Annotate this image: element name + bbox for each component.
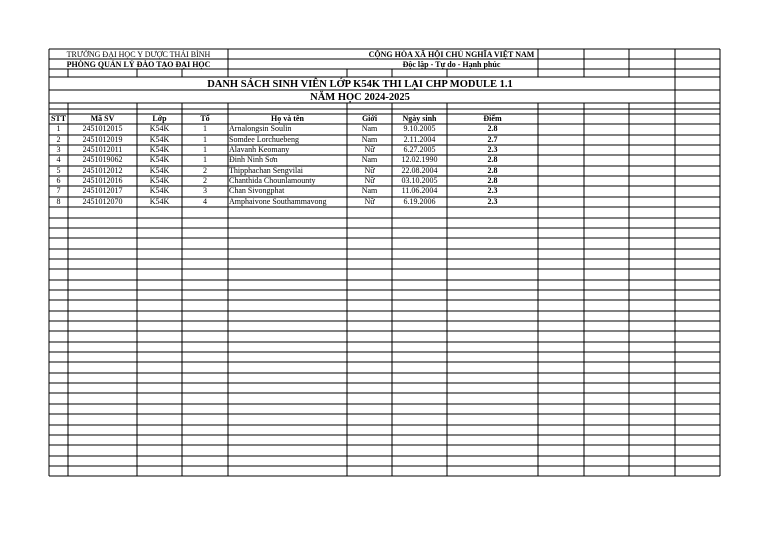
- cell-group: 1: [203, 155, 207, 165]
- cell-stt: 8: [56, 196, 61, 206]
- school-name: TRƯỜNG ĐẠI HỌC Y DƯỢC THÁI BÌNH: [66, 50, 211, 59]
- cell-full-name: Chan Sivongphat: [229, 186, 285, 196]
- cell-class: K54K: [149, 186, 170, 196]
- cell-group: 2: [203, 176, 207, 186]
- cell-student-id: 2451012016: [82, 176, 123, 186]
- document-title: DANH SÁCH SINH VIÊN LỚP K54K THI LẠI CHP MODULE 1.1: [207, 79, 513, 90]
- cell-gender: Nữ: [364, 176, 375, 186]
- cell-full-name: Thipphachan Sengvilai: [229, 165, 303, 175]
- cell-full-name: Amphaivone Southammavong: [229, 196, 327, 206]
- cell-gender: Nữ: [364, 165, 375, 175]
- cell-gender: Nam: [361, 134, 378, 144]
- cell-stt: 3: [56, 145, 61, 155]
- cell-score: 2.3: [487, 145, 498, 155]
- cell-group: 3: [203, 186, 207, 196]
- cell-student-id: 2451012017: [82, 186, 123, 196]
- cell-group: 1: [203, 145, 207, 155]
- cell-class: K54K: [149, 155, 170, 165]
- column-header-stt: STT: [50, 114, 67, 123]
- cell-birth-date: 2.11.2004: [403, 134, 436, 144]
- cell-score: 2.8: [487, 124, 498, 134]
- column-header-lop: Lớp: [152, 114, 167, 123]
- cell-class: K54K: [149, 165, 170, 175]
- column-header-ho_ten: Họ và tên: [271, 114, 304, 123]
- cell-stt: 7: [56, 186, 61, 196]
- cell-class: K54K: [149, 176, 170, 186]
- academic-year: NĂM HỌC 2024-2025: [310, 92, 410, 103]
- column-header-diem: Điểm: [483, 114, 502, 123]
- cell-student-id: 2451012019: [82, 134, 123, 144]
- cell-score: 2.8: [487, 176, 498, 186]
- cell-stt: 6: [56, 176, 61, 186]
- cell-birth-date: 03.10.2005: [401, 176, 438, 186]
- cell-full-name: Alavanh Keomany: [229, 145, 290, 155]
- cell-birth-date: 22.08.2004: [401, 165, 438, 175]
- cell-group: 4: [203, 196, 207, 206]
- column-header-ngay_sinh: Ngày sinh: [402, 114, 437, 123]
- cell-gender: Nam: [361, 155, 378, 165]
- cell-stt: 4: [56, 155, 61, 165]
- column-header-to: Tổ: [200, 114, 210, 123]
- cell-birth-date: 6.27.2005: [403, 145, 436, 155]
- cell-group: 2: [203, 165, 207, 175]
- national-motto: Độc lập - Tự do - Hạnh phúc: [402, 60, 501, 69]
- cell-student-id: 2451012011: [82, 145, 123, 155]
- cell-score: 2.7: [487, 134, 498, 144]
- column-header-gioi: Giới: [361, 114, 378, 123]
- cell-stt: 2: [56, 134, 61, 144]
- cell-birth-date: 9.10.2005: [403, 124, 436, 134]
- cell-class: K54K: [149, 145, 170, 155]
- cell-score: 2.8: [487, 155, 498, 165]
- cell-student-id: 2451012015: [82, 124, 123, 134]
- cell-full-name: Somdee Lorchuebeng: [229, 134, 299, 144]
- cell-full-name: Arnalongsin Soulin: [229, 124, 292, 134]
- cell-class: K54K: [149, 196, 170, 206]
- cell-gender: Nữ: [364, 145, 375, 155]
- cell-class: K54K: [149, 124, 170, 134]
- cell-gender: Nam: [361, 124, 378, 134]
- cell-full-name: Đinh Ninh Sơn: [229, 155, 278, 165]
- cell-group: 1: [203, 134, 207, 144]
- cell-score: 2.3: [487, 196, 498, 206]
- cell-score: 2.8: [487, 165, 498, 175]
- cell-gender: Nữ: [364, 196, 375, 206]
- cell-birth-date: 12.02.1990: [401, 155, 438, 165]
- cell-birth-date: 11.06.2004: [401, 186, 438, 196]
- cell-gender: Nam: [361, 186, 378, 196]
- cell-student-id: 2451012070: [82, 196, 123, 206]
- cell-group: 1: [203, 124, 207, 134]
- department-name: PHÒNG QUẢN LÝ ĐÀO TẠO ĐẠI HỌC: [66, 60, 211, 69]
- cell-birth-date: 6.19.2006: [403, 196, 436, 206]
- national-title: CỘNG HÒA XÃ HỘI CHỦ NGHĨA VIỆT NAM: [368, 50, 535, 59]
- cell-stt: 1: [56, 124, 61, 134]
- cell-student-id: 2451019062: [82, 155, 123, 165]
- cell-student-id: 2451012012: [82, 165, 123, 175]
- cell-class: K54K: [149, 134, 170, 144]
- cell-full-name: Chanthida Chounlamounty: [229, 176, 316, 186]
- column-header-ma_sv: Mã SV: [90, 114, 115, 123]
- cell-score: 2.3: [487, 186, 498, 196]
- cell-stt: 5: [56, 165, 61, 175]
